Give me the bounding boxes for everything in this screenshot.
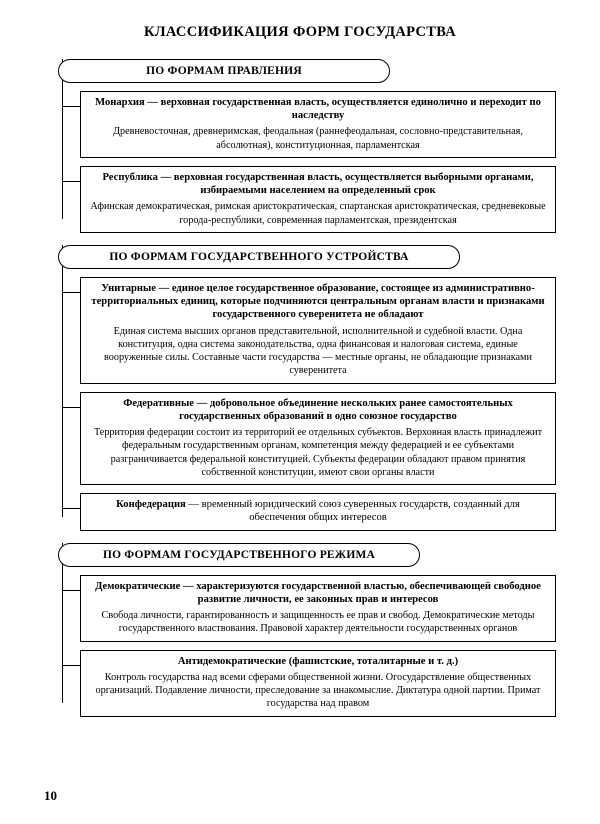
section-children	[80, 269, 556, 531]
connector-spine	[62, 59, 63, 219]
node-confederation-term: Конфедерация	[116, 499, 186, 511]
node-confederation	[80, 493, 556, 530]
node-federative-detail: Территория федерации состоит из территорий ее отдельных субъектов. Верховная власть принадлежит федеральным государственным органам, компетенция между федерацией и ее субъектами разграничивается федеральной конституцией. Субъекты федерации обладают правом принятия собственной конституции, имеют свои органы власти	[93, 427, 543, 478]
connector-spine	[62, 245, 63, 517]
node-democratic-title: Демократические — характеризуются государственной властью, обеспечивающей свободное развитие личности, ее законных прав и интересов	[95, 580, 541, 605]
section-children	[80, 567, 556, 717]
node-antidemocratic	[80, 650, 556, 717]
node-confederation-title	[89, 498, 547, 524]
page-number: 10	[44, 788, 57, 803]
node-democratic	[80, 575, 556, 642]
connector-spine	[62, 543, 63, 703]
node-monarchy	[80, 91, 556, 158]
diagram-content	[44, 59, 556, 717]
diagram-page	[0, 24, 600, 824]
node-unitary-title: Унитарные — единое целое государственное образование, состоящее из административно-территориальных единиц, которые подчиняются центральным органам власти и признаками государственного суверенитета не обладают	[91, 282, 545, 321]
node-unitary-detail: Единая система высших органов представительной, исполнительной и судебной власти. Одна конституция, одна система законодательства, одна финансовая и налоговая система, единые вооруженные силы. Составные части государства — местные органы, не обладающие признаками суверенитета	[104, 325, 532, 377]
node-confederation-definition: — временный юридический союз суверенных государств, созданный для обеспечения общих интересов	[185, 499, 520, 524]
node-antidemocratic-detail: Контроль государства над всеми сферами общественной жизни. Огосударствление общественных организаций. Подавление личности, преследование за инакомыслие. Диктатура одной партии. Примат государства над правом	[95, 671, 541, 710]
node-federative-title: Федеративные — добровольное объединение нескольких ранее самостоятельных государственных образований в одно союзное государство	[123, 397, 513, 422]
node-unitary	[80, 277, 556, 384]
node-republic-title: Республика — верховная государственная власть, осуществляется выборными органами, избираемыми населением на определенный срок	[102, 171, 534, 197]
node-monarchy-detail: Древневосточная, древнеримская, феодальная (раннефеодальная, сословно-представительная, абсолютная), конституционная, парламентская	[113, 126, 523, 151]
section-children	[80, 83, 556, 233]
node-democratic-detail: Свобода личности, гарантированность и защищенность ее прав и свобод. Демократические методы государственного властвования. Правовой характер деятельности государственных органов	[101, 610, 535, 635]
section-forms-of-state-structure	[44, 245, 556, 531]
section-heading-forms-of-state-regime: ПО ФОРМАМ ГОСУДАРСТВЕННОГО РЕЖИМА	[58, 543, 420, 567]
node-antidemocratic-title: Антидемократические (фашистские, тоталитарные и т. д.)	[177, 655, 459, 667]
node-republic	[80, 166, 556, 233]
node-federative	[80, 392, 556, 485]
node-republic-detail: Афинская демократическая, римская аристократическая, спартанская аристократическая, средневековые города-республики, современная парламентская, президентская	[90, 201, 546, 226]
section-forms-of-government	[44, 59, 556, 233]
page-title: КЛАССИФИКАЦИЯ ФОРМ ГОСУДАРСТВА	[143, 24, 457, 40]
node-monarchy-title: Монархия — верховная государственная власть, осуществляется единолично и переходит по наследству	[95, 97, 541, 122]
section-heading-forms-of-state-structure: ПО ФОРМАМ ГОСУДАРСТВЕННОГО УСТРОЙСТВА	[58, 245, 460, 269]
section-heading-forms-of-government: ПО ФОРМАМ ПРАВЛЕНИЯ	[58, 59, 390, 83]
section-forms-of-state-regime	[44, 543, 556, 717]
